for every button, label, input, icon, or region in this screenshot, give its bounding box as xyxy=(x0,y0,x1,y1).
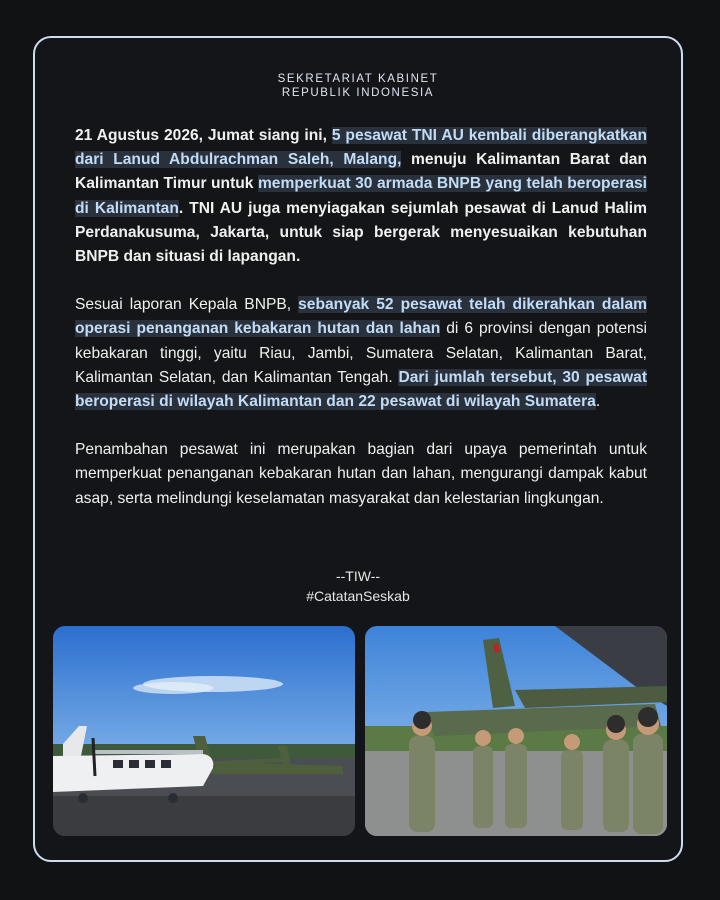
paragraph-1-text-3: . TNI AU juga menyiagakan sejumlah pesawat di Lanud Halim Perdanakusuma, Jakarta, untuk siap bergerak menyesuaikan kebutuhan BNPB dan situasi di lapangan. xyxy=(75,199,647,266)
paragraph-1-highlight-2: memperkuat 30 armada BNPB yang telah beroperasi di Kalimantan xyxy=(75,175,647,217)
paragraph-2-highlight-2: Dari jumlah tersebut, 30 pesawat beroperasi di wilayah Kalimantan dan 22 pesawat di wilayah Sumatera xyxy=(75,368,648,411)
paragraph-2-text-2: di 6 provinsi dengan potensi kebakaran tinggi, yaitu Riau, Jambi, Sumatera Selatan, Kalimantan Barat, Kalimantan Selatan, dan Kalimantan Tengah. xyxy=(75,320,647,386)
paragraph-2-text-3: . xyxy=(595,393,601,411)
paragraph-1-text-2: menuju Kalimantan Barat dan Kalimantan Timur untuk xyxy=(75,151,648,193)
signoff xyxy=(35,566,681,606)
paragraph-1-text-1: 21 Agustus 2026, Jumat siang ini, xyxy=(75,127,332,144)
publisher-header xyxy=(35,72,681,100)
paragraph-1 xyxy=(75,124,647,269)
paragraph-2-highlight-1: sebanyak 52 pesawat telah dikerahkan dalam operasi penanganan kebakaran hutan dan lahan xyxy=(75,296,647,338)
hashtag: #CatatanSeskab xyxy=(306,588,410,604)
photo-aircraft-apron xyxy=(53,626,355,836)
photo-aircrew xyxy=(365,626,667,836)
paragraph-2 xyxy=(75,293,647,414)
aircrew-illustration xyxy=(365,626,667,836)
paragraph-1-highlight-1: 5 pesawat TNI AU kembali diberangkatkan dari Lanud Abdulrachman Saleh, Malang, xyxy=(75,127,647,169)
author-tag: --TIW-- xyxy=(335,568,381,584)
paragraph-3: Penambahan pesawat ini merupakan bagian dari upaya pemerintah untuk memperkuat penanganan kebakaran hutan dan lahan, mengurangi dampak kabut asap, serta melindungi keselamatan masyarakat dan kelestarian lingkungan. xyxy=(75,441,647,507)
aircraft-apron-illustration xyxy=(53,626,355,836)
publisher-name: SEKRETARIAT KABINET xyxy=(277,73,439,85)
content-card xyxy=(33,36,683,862)
article-body xyxy=(75,124,647,535)
paragraph-2-text-1: Sesuai laporan Kepala BNPB, xyxy=(75,296,299,314)
publisher-subtitle: REPUBLIK INDONESIA xyxy=(281,87,435,99)
